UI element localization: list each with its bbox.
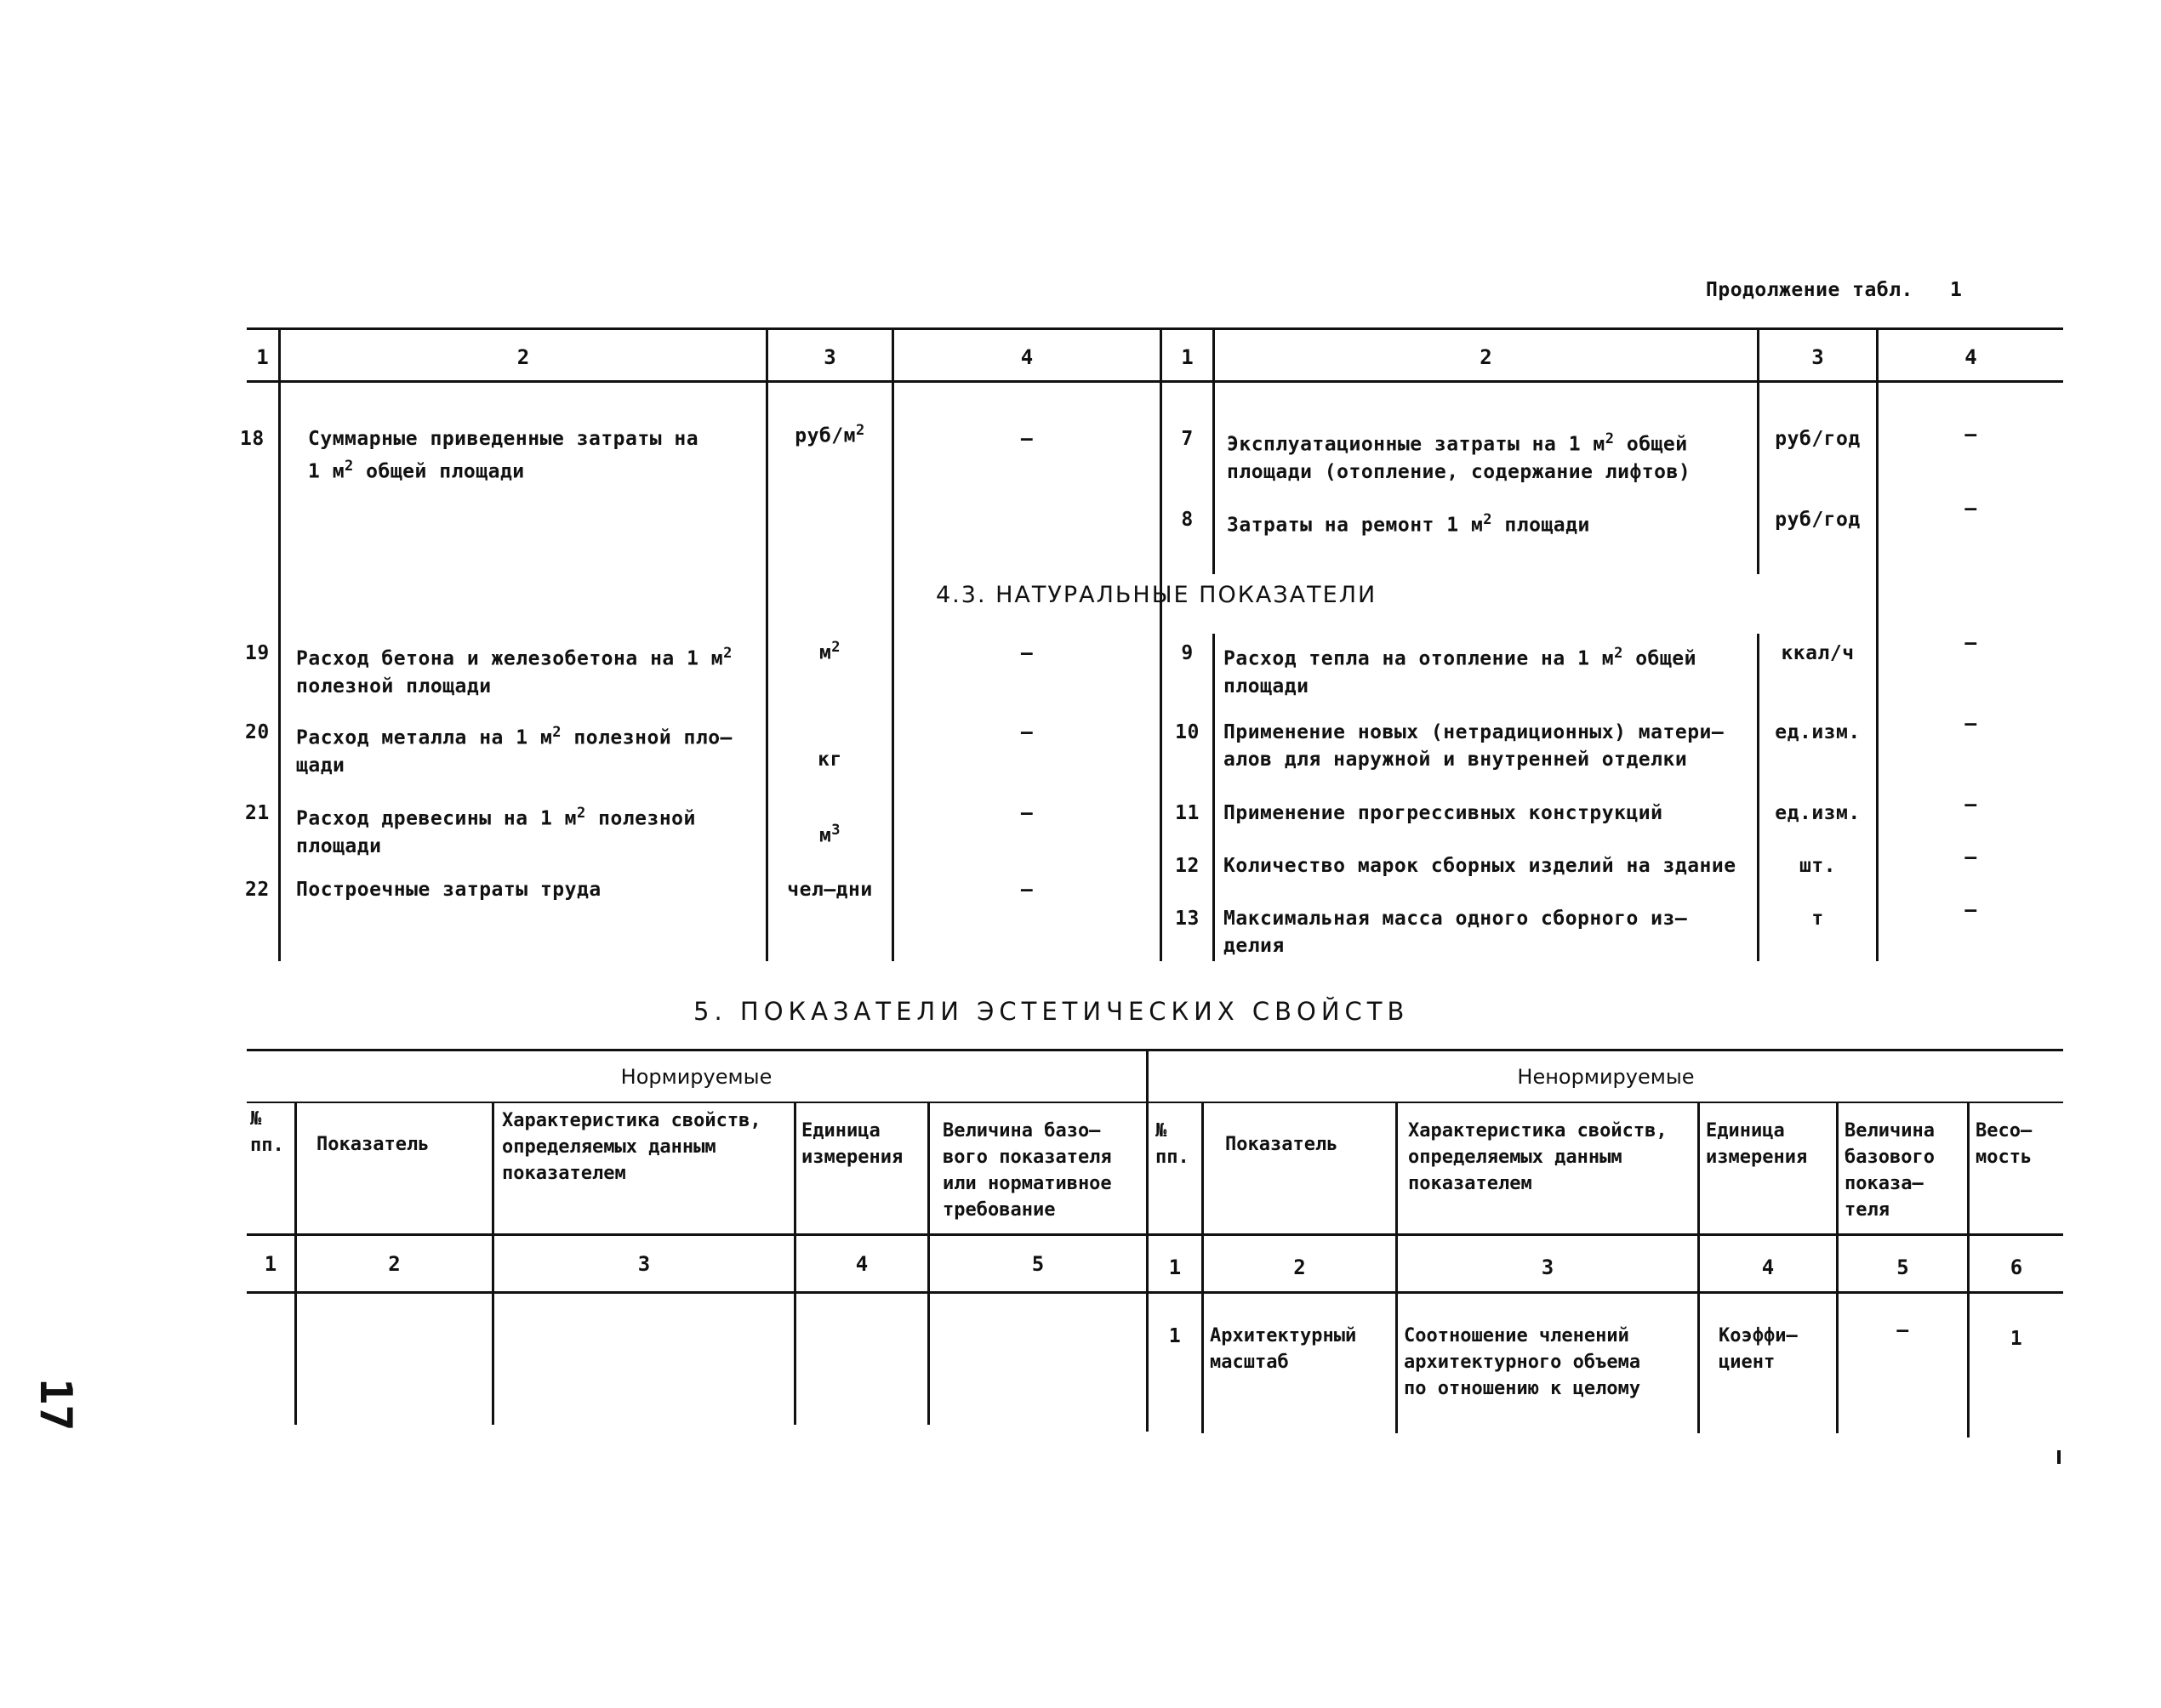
col-number: 3 — [637, 1252, 651, 1276]
value: – — [1964, 899, 1977, 921]
row-number: 1 — [1168, 1325, 1182, 1347]
col-number: 4 — [1761, 1255, 1775, 1279]
group-normed: Нормируемые — [620, 1065, 773, 1089]
weight-value: 1 — [2010, 1328, 2023, 1350]
row-number: 22 — [245, 879, 270, 901]
col-header: 2 — [516, 345, 530, 369]
indicator-text: Количество марок сборных изделий на здание — [1223, 855, 1736, 877]
row-number: 8 — [1181, 509, 1194, 531]
characteristic-text: Соотношение членений архитектурного объема по отношению к целому — [1404, 1325, 1641, 1399]
row-number: 10 — [1175, 721, 1200, 743]
unit: чел–дни — [787, 879, 873, 901]
col-header: 1 — [256, 345, 269, 369]
unit: ед.изм. — [1775, 721, 1861, 743]
base-value: – — [1896, 1319, 1909, 1341]
unit: кг — [818, 749, 842, 771]
header-unit: Единица измерения — [801, 1120, 904, 1168]
row-number: 7 — [1181, 428, 1194, 450]
col-number: 2 — [388, 1252, 401, 1276]
value: – — [1020, 428, 1034, 450]
header-num: № пп. — [1155, 1120, 1189, 1168]
group-unnormed: Ненормируемые — [1517, 1065, 1695, 1089]
value: – — [1964, 846, 1977, 868]
page-number: 17 — [30, 1378, 81, 1432]
col-number: 1 — [264, 1252, 277, 1276]
unit: Коэффи– циент — [1719, 1325, 1798, 1373]
indicator-text: Расход металла на 1 $м^2$ полезной пло– щади — [296, 724, 733, 777]
header-indicator: Показатель — [316, 1134, 430, 1155]
row-number: 11 — [1175, 802, 1200, 824]
header-base: Величина базо– вого показателя или нормативное требование — [943, 1120, 1112, 1221]
header-num: № пп. — [250, 1108, 284, 1156]
indicator-text: Расход тепла на отопление на 1 $м^2$ общей площади — [1223, 645, 1696, 697]
unit: шт. — [1799, 855, 1837, 877]
row-number: 13 — [1175, 908, 1200, 930]
unit: $м^3$ — [818, 822, 841, 847]
value: – — [1964, 498, 1977, 520]
scan-mark — [2057, 1450, 2061, 1464]
row-number: 18 — [240, 428, 265, 450]
unit: руб/год — [1775, 428, 1861, 450]
section-title: 4.3. НАТУРАЛЬНЫЕ ПОКАЗАТЕЛИ — [936, 582, 1377, 608]
value: – — [1020, 802, 1034, 824]
col-number: 5 — [1031, 1252, 1045, 1276]
indicator-text: Затраты на ремонт 1 $м^2$ площади — [1227, 511, 1590, 537]
unit: $м^2$ — [818, 639, 841, 664]
value: – — [1020, 721, 1034, 743]
indicator-text: Расход древесины на 1 $м^2$ полезной площади — [296, 805, 696, 857]
col-number: 1 — [1168, 1255, 1182, 1279]
col-number: 2 — [1293, 1255, 1306, 1279]
value: – — [1964, 424, 1977, 446]
row-number: 9 — [1181, 642, 1194, 664]
value: – — [1020, 642, 1034, 664]
indicator-text: Применение новых (нетрадиционных) матери– алов для наружной и внутренней отделки — [1223, 721, 1725, 771]
col-header: 2 — [1480, 345, 1492, 369]
value: – — [1964, 794, 1977, 816]
col-number: 5 — [1896, 1255, 1909, 1279]
header-weight: Весо– мость — [1976, 1120, 2033, 1168]
row-number: 19 — [245, 642, 270, 664]
header-base: Величина базового показа– теля — [1845, 1120, 1935, 1221]
indicator-text: Архитектурный масштаб — [1210, 1325, 1357, 1373]
col-number: 3 — [1541, 1255, 1554, 1279]
col-number: 4 — [855, 1252, 869, 1276]
unit: ккал/ч — [1781, 642, 1855, 664]
col-header: 3 — [1811, 345, 1824, 369]
unit: т — [1811, 908, 1824, 930]
unit: ед.изм. — [1775, 802, 1861, 824]
col-header: 1 — [1181, 345, 1194, 369]
section5-title: 5. ПОКАЗАТЕЛИ ЭСТЕТИЧЕСКИХ СВОЙСТВ — [693, 997, 1410, 1026]
header-characteristic: Характеристика свойств, определяемых данным показателем — [502, 1110, 761, 1184]
indicator-text: Максимальная масса одного сборного из– делия — [1223, 908, 1688, 957]
unit: руб/год — [1775, 509, 1861, 531]
col-header: 4 — [1020, 345, 1034, 369]
indicator-text: Расход бетона и железобетона на 1 $м^2$ полезной площади — [296, 645, 733, 697]
row-number: 12 — [1175, 855, 1200, 877]
header-indicator: Показатель — [1225, 1134, 1338, 1155]
indicator-text: Построечные затраты труда — [296, 879, 602, 901]
header-characteristic: Характеристика свойств, определяемых данным показателем — [1408, 1120, 1668, 1194]
indicator-text: Суммарные приведенные затраты на 1 $м^2$ общей площади — [308, 428, 699, 483]
row-number: 21 — [245, 802, 270, 824]
continuation-label: Продолжение табл. 1 — [1706, 279, 1963, 301]
unit: руб/$м^2$ — [795, 422, 865, 447]
header-unit: Единица измерения — [1706, 1120, 1808, 1168]
col-header: 3 — [824, 345, 836, 369]
row-number: 20 — [245, 721, 270, 743]
col-header: 4 — [1964, 345, 1977, 369]
indicator-text: Применение прогрессивных конструкций — [1223, 802, 1663, 824]
value: – — [1020, 879, 1034, 901]
col-number: 6 — [2010, 1255, 2023, 1279]
value: – — [1964, 713, 1977, 735]
value: – — [1964, 632, 1977, 654]
indicator-text: Эксплуатационные затраты на 1 $м^2$ общей площади (отопление, содержание лифтов) — [1227, 430, 1691, 483]
